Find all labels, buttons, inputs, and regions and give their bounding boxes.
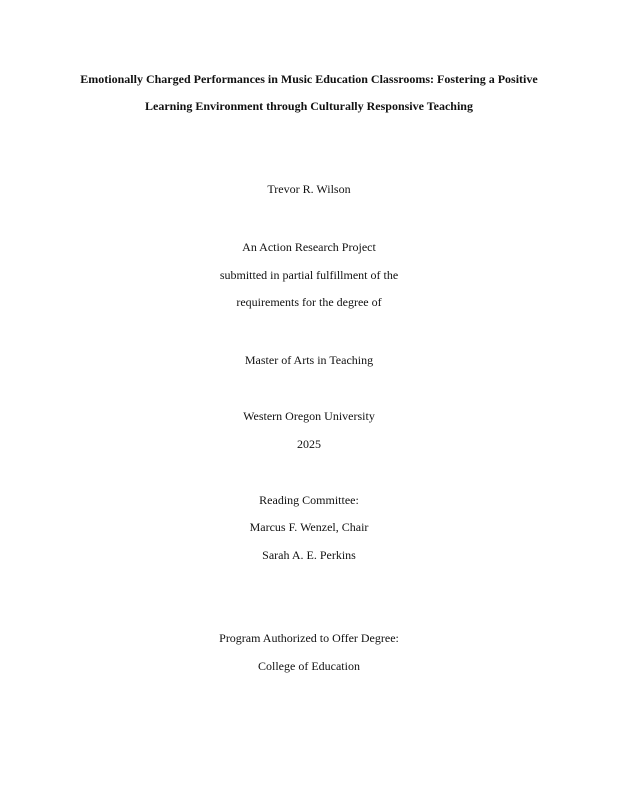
committee-member: Sarah A. E. Perkins — [262, 548, 356, 562]
program-name: College of Education — [258, 659, 360, 673]
project-description-line-3: requirements for the degree of — [236, 295, 382, 309]
document-title-line-2: Learning Environment through Culturally Responsive Teaching — [145, 99, 473, 113]
project-description-line-2: submitted in partial fulfillment of the — [219, 268, 399, 282]
committee-heading: Reading Committee: — [259, 493, 359, 507]
degree-name: Master of Arts in Teaching — [244, 353, 374, 367]
committee-member: Marcus F. Wenzel, Chair — [249, 520, 369, 534]
institution-name: Western Oregon University — [243, 409, 375, 423]
program-heading: Program Authorized to Offer Degree: — [219, 631, 399, 645]
author-name: Trevor R. Wilson — [267, 182, 351, 196]
project-description-line-1: An Action Research Project — [242, 240, 376, 254]
document-title-line-1: Emotionally Charged Performances in Music Education Classrooms: Fostering a Positive — [80, 72, 538, 86]
submission-year: 2025 — [297, 437, 321, 451]
